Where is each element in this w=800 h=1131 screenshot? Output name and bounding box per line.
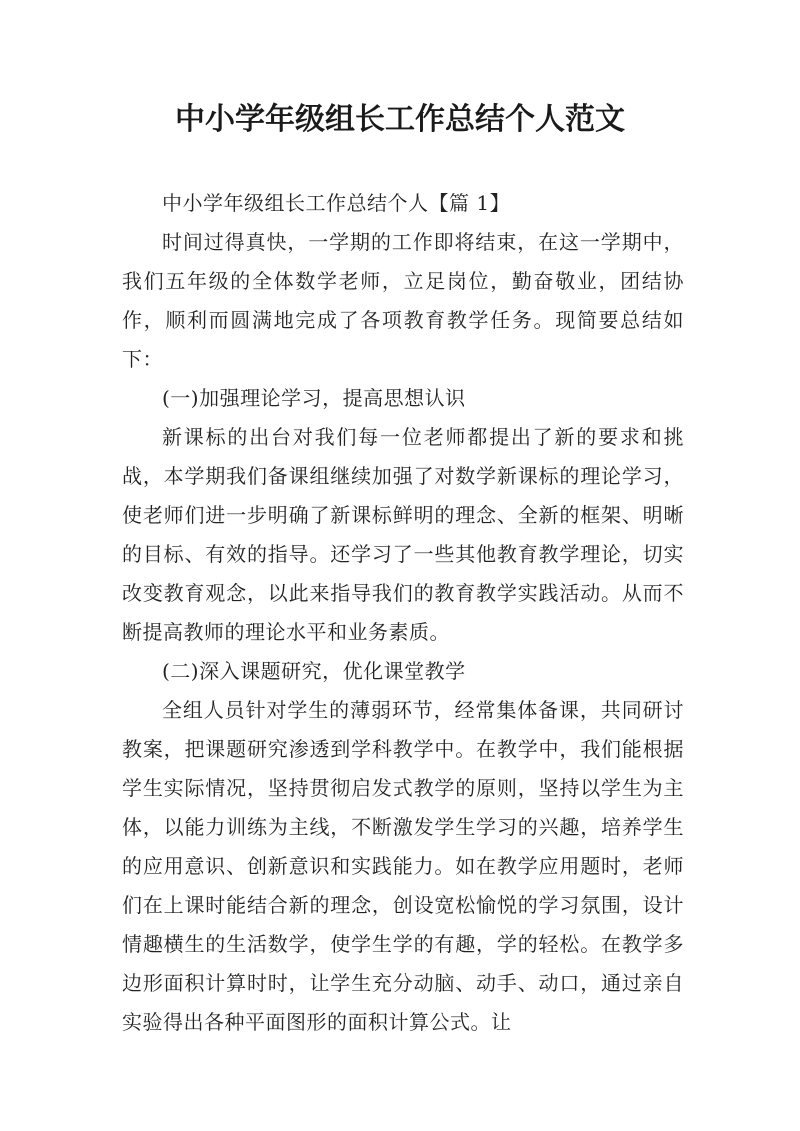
subheading-theory-study: (一)加强理论学习，提高思想认识 bbox=[162, 386, 466, 410]
section-heading-part-1: 中小学年级组长工作总结个人【篇 1】 bbox=[162, 191, 511, 215]
theory-study-paragraph: 新课标的出台对我们每一位老师都提出了新的要求和挑战，本学期我们备课组继续加强了对数学新课标的理论学习，使老师们进一步明确了新课标鲜明的理念、全新的框架、明晰的目标、有效的指导。还学习了一些其他教育教学理论，切实改变教育观念，以此来指导我们的教育教学实践活动。从而不断提高教师的理论水平和业务素质。 bbox=[122, 425, 684, 644]
intro-paragraph: 时间过得真快，一学期的工作即将结束，在这一学期中，我们五年级的全体数学老师，立足岗位，勤奋敬业，团结协作，顺利而圆满地完成了各项教育教学任务。现简要总结如下： bbox=[122, 230, 684, 371]
document-title: 中小学年级组长工作总结个人范文 bbox=[175, 102, 625, 137]
research-teaching-paragraph: 全组人员针对学生的薄弱环节，经常集体备课，共同研讨教案，把课题研究渗透到学科教学中。在教学中，我们能根据学生实际情况，坚持贯彻启发式教学的原则，坚持以学生为主体，以能力训练为主线，不断激发学生学习的兴趣，培养学生的应用意识、创新意识和实践能力。如在教学应用题时，老师们在上课时能结合新的理念，创设宽松愉悦的学习氛围，设计情趣横生的生活数学，使学生学的有趣，学的轻松。在教学多边形面积计算时时，让学生充分动脑、动手、动口，通过亲自实验得出各种平面图形的面积计算公式。让 bbox=[122, 698, 684, 1034]
document-body bbox=[122, 184, 684, 1042]
subheading-research-teaching: (二)深入课题研究，优化课堂教学 bbox=[162, 659, 466, 683]
